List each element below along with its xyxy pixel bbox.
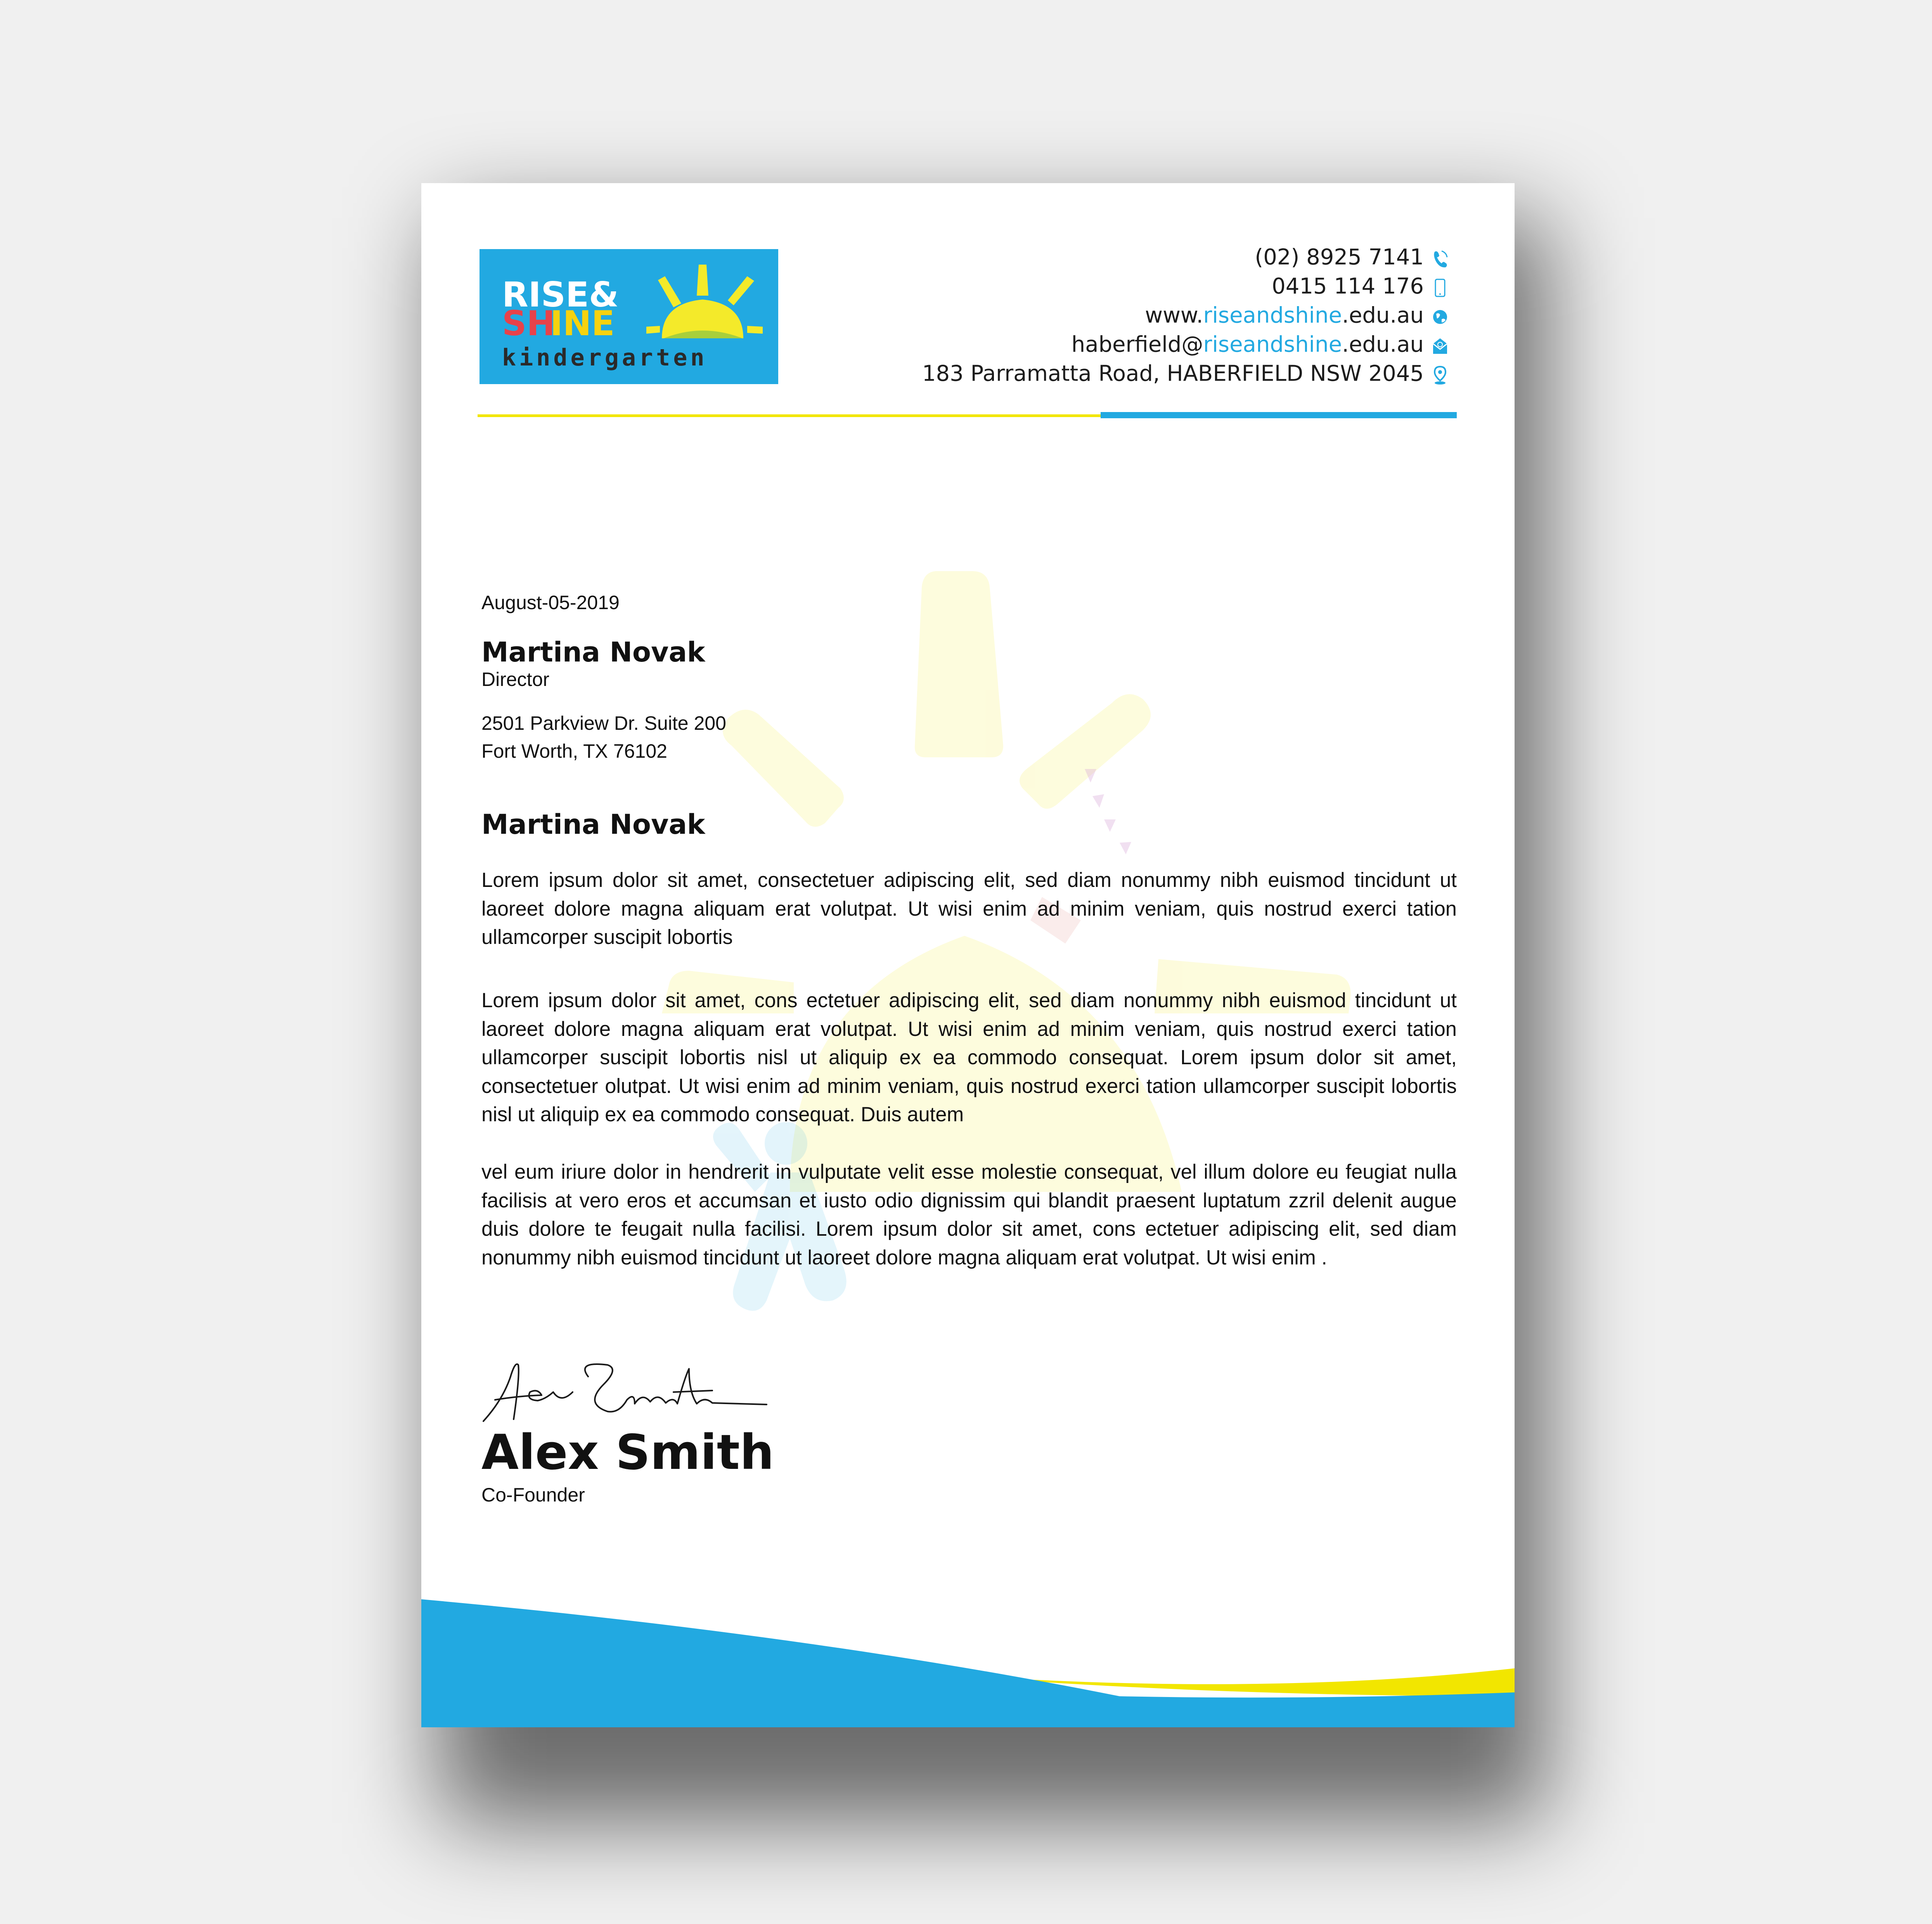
recipient-address-line1: 2501 Parkview Dr. Suite 200: [481, 712, 726, 734]
contact-email-suffix: .edu.au: [1342, 332, 1424, 357]
body-paragraph-2: Lorem ipsum dolor sit amet, cons ectetuer adipiscing elit, sed diam nonummy nibh euismod tincidunt ut laoreet dolore magna aliquam erat volutpat. Ut wisi enim ad minim veniam, quis nostrud exerci tation ullamcorper suscipit lobortis nisl ut aliquip ex ea commodo consequat. Lorem ipsum dolor sit amet, consectetuer olutpat. Ut wisi enim ad minim veniam, quis nostrud exerci tation ullamcorper suscipit lobortis nisl ut aliquip ex ea commodo consequat. Duis autem: [481, 989, 1457, 1126]
svg-text:kindergarten: kindergarten: [502, 344, 708, 371]
contact-block: [922, 241, 1449, 387]
svg-text:SH: SH: [502, 303, 556, 343]
recipient-address: [481, 709, 726, 765]
letter-date: August-05-2019: [481, 592, 620, 613]
recipient-title: Director: [481, 668, 550, 690]
salutation: Martina Novak: [481, 809, 705, 840]
location-icon: [1432, 364, 1449, 384]
contact-mobile-text: 0415 114 176: [1272, 274, 1424, 299]
contact-email-domain: riseandshine: [1203, 332, 1342, 357]
recipient-address-line2: Fort Worth, TX 76102: [481, 740, 667, 762]
recipient-name: Martina Novak: [481, 636, 705, 668]
contact-address-text: 183 Parramatta Road, HABERFIELD NSW 2045: [922, 361, 1424, 386]
contact-address: [922, 358, 1449, 387]
contact-website-domain: riseandshine: [1203, 303, 1342, 328]
svg-text:RISE&: RISE&: [502, 275, 619, 315]
header-rule-blue: [1101, 412, 1457, 418]
logo-artwork: [480, 249, 778, 384]
body-paragraph-3: vel eum iriure dolor in hendrerit in vulputate velit esse molestie consequat, vel illum dolore eu feugiat nulla facilisis at vero eros et accumsan et iusto odio dignissim qui blandit praesent luptatum zzril delenit augue duis dolore te feugait nulla facilisi. Lorem ipsum dolor sit amet, cons ectetuer adipiscing elit, sed diam nonummy nibh euismod tincidunt ut laoreet dolore magna aliquam erat volutpat. Ut wisi enim .: [481, 1160, 1457, 1269]
email-icon: [1432, 334, 1449, 355]
contact-website[interactable]: [922, 300, 1449, 329]
brand-logo: [480, 249, 778, 384]
mobile-icon: [1432, 276, 1449, 296]
signatory-name: Alex Smith: [481, 1425, 774, 1481]
header-rule-yellow: [478, 414, 1101, 417]
body-paragraph-1: Lorem ipsum dolor sit amet, consectetuer adipiscing elit, sed diam nonummy nibh euismod tincidunt ut laoreet dolore magna aliquam erat volutpat. Ut wisi enim ad minim veniam, quis nostrud exerci tation ullamcorper suscipit lobortis: [481, 869, 1457, 949]
contact-email[interactable]: [922, 329, 1449, 358]
contact-phone: [922, 241, 1449, 270]
letterhead-sheet: [421, 183, 1515, 1727]
contact-email-prefix: haberfield@: [1071, 332, 1203, 357]
contact-website-prefix: www.: [1145, 303, 1203, 328]
globe-icon: [1432, 305, 1449, 326]
phone-icon: [1432, 247, 1449, 267]
contact-phone-text: (02) 8925 7141: [1255, 244, 1424, 270]
handwritten-signature: [480, 1353, 774, 1423]
signatory-title: Co-Founder: [481, 1484, 585, 1506]
contact-website-suffix: .edu.au: [1342, 303, 1424, 328]
svg-text:INE: INE: [550, 303, 615, 343]
footer-wave: [421, 1599, 1515, 1727]
contact-mobile: [922, 270, 1449, 300]
